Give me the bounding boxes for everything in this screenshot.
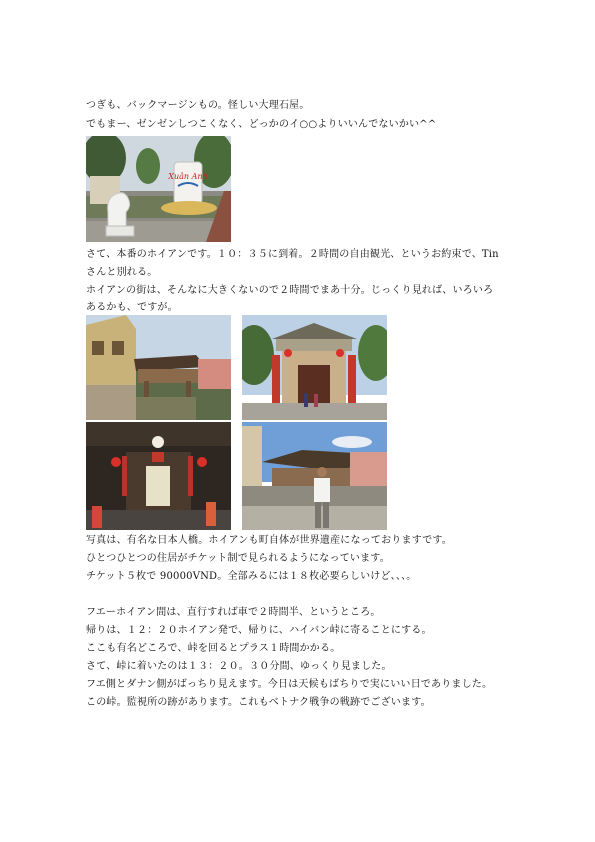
text-line: 帰りは、１２：２０ホイアン発で、帰りに、ハイバン峠に寄ることにする。 [86,625,432,636]
text-line: ホイアンの街は、そんなに大きくないので２時間でまあ十分。じっくり見れば、いろいろ [86,285,494,296]
text-line: フエーホイアン間は、直行すれば車で２時間半、というところ。 [86,607,381,618]
sign-text: Xuân Anh [168,172,208,181]
temple-gate-photo [242,315,387,420]
text-line: 写真は、有名な日本人橋。ホイアンも町自体が世界遺産になっておりますです。 [86,535,452,546]
text-line: でもまー、ゼンゼンしつこくなく、どっかのイ○○よりいいんでないかい^^ [86,119,437,130]
text-line: フエ側とダナン側がばっちり見えます。今日は天候もばちりで実にいい日でありました。 [86,679,493,690]
text-line: さんと別れる。 [86,267,158,278]
text-line: つぎも、バックマージンもの。怪しい大理石屋。 [86,100,310,111]
text-line: ひとつひとつの住居がチケット制で見られるようになっています。 [86,553,390,564]
text-line: さて、本番のホイアンです。１０：３５に到着。２時間の自由観光、というお約束で、Tin [86,249,499,260]
text-line: この峠。監視所の跡があります。これもベトナク戦争の戦跡でございます。 [86,697,431,708]
bridge-with-tourist-photo [242,422,387,530]
marble-shop-photo [86,136,231,242]
text-line: さて、峠に着いたのは１３：２０。３０分間、ゆっくり見ました。 [86,661,392,672]
text-line: ここも有名どころで、峠を回るとプラス１時間かかる。 [86,643,341,654]
japanese-bridge-photo [86,315,231,420]
text-line: チケット５枚で 90000VND。全部みるには１８枚必要らしいけど、、、。 [86,571,417,582]
text-line: あるかも、ですが。 [86,302,178,313]
assembly-hall-interior-photo [86,422,231,530]
